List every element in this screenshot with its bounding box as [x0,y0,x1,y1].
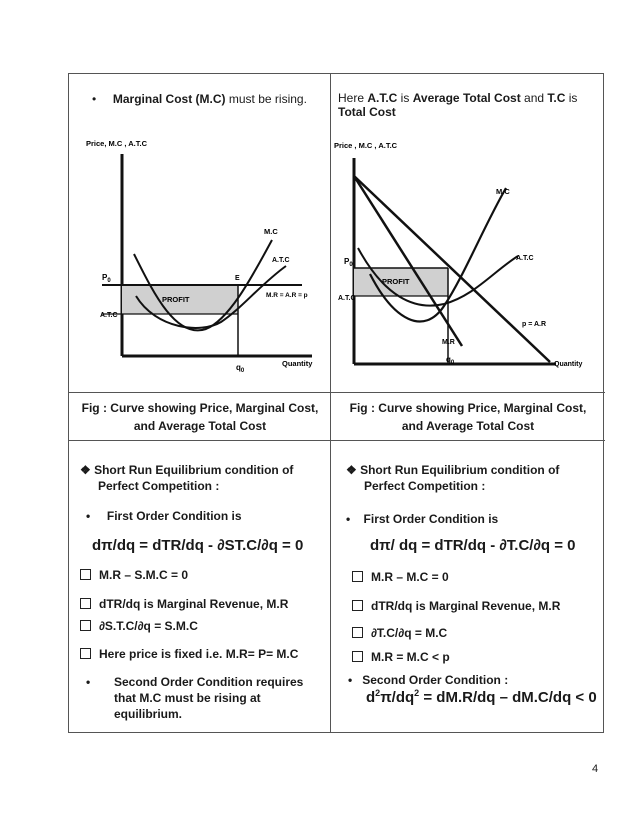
right-mr-label: M.R [442,339,455,346]
right-condition-3: ∂T.C/∂q = M.C [352,625,447,641]
right-par-label: p = A.R [522,321,547,328]
left-atc-axis-label: A.T.C [100,312,118,319]
left-mc-label: M.C [264,227,278,236]
left-x-axis-label: Quantity [282,359,313,368]
right-q0-label: q [446,355,451,364]
right-p0-label: P [344,257,350,266]
left-condition-1: M.R – S.M.C = 0 [80,567,188,583]
right-cost-graph [334,136,590,378]
left-e-label: E [235,275,240,282]
left-heading-line2: Perfect Competition : [98,479,220,493]
checkbox-icon [352,600,363,611]
left-condition-2: dTR/dq is Marginal Revenue, M.R [80,596,288,612]
left-cost-graph [76,134,326,380]
left-q0-label: q [236,363,241,372]
left-mr-label: M.R = A.R = p [266,292,308,299]
checkbox-icon [80,620,91,631]
right-foc-equation: dπ/ dq = dTR/dq - ∂T.C/∂q = 0 [370,537,576,554]
left-figure-caption: Fig : Curve showing Price, Marginal Cost, and Average Total Cost [81,401,319,433]
checkbox-icon [352,627,363,638]
right-profit-label: PROFIT [382,277,410,286]
left-condition-3: ∂S.T.C/∂q = S.M.C [80,618,198,634]
row-divider-1 [68,392,605,393]
svg-text:P0: $P_0$ [102,273,111,284]
right-figure-caption: Fig : Curve showing Price, Marginal Cost, and Average Total Cost [349,401,587,433]
right-soc-equation: $d^2\pi/dq^2 = dM.R/dq - dM.C/dq < 0$ [366,688,597,706]
svg-text:q0: $q_0$ [446,355,455,366]
svg-text:P0: $P_0$ [344,257,353,268]
left-y-axis-label: Price, M.C , A.T.C [86,139,147,148]
left-condition-4: Here price is fixed i.e. M.R= P= M.C [80,646,298,662]
right-condition-2: dTR/dq is Marginal Revenue, M.R [352,598,560,614]
column-divider [330,73,331,733]
right-soc-label: • Second Order Condition : [348,673,509,687]
checkbox-icon [80,569,91,580]
right-x-axis-label: Quantity [554,361,583,368]
left-atc-curve-label: A.T.C [272,257,290,264]
right-atc-axis-label: A.T.C [338,295,356,302]
checkbox-icon [352,651,363,662]
right-heading-line1: ❖ Short Run Equilibrium condition of [346,463,560,477]
left-profit-label: PROFIT [162,295,190,304]
right-y-axis-label: Price , M.C , A.T.C [334,141,398,150]
right-condition-1: M.R – M.C = 0 [352,569,449,585]
right-mc-label: M.C [496,187,510,196]
mc-rising-note: • Marginal Cost (M.C) must be rising. [92,92,307,106]
left-soc: • Second Order Condition requires that M.C must be rising at equilibrium. [86,675,304,721]
checkbox-icon [80,598,91,609]
atc-definition-note: Here A.T.C is Average Total Cost and T.C is Total Cost [338,91,578,119]
checkbox-icon [352,571,363,582]
right-heading-line2: Perfect Competition : [364,479,486,493]
right-atc-curve-label: A.T.C [516,255,534,262]
left-heading-line1: ❖ Short Run Equilibrium condition of [80,463,294,477]
left-foc-label: • First Order Condition is [86,509,242,523]
page-number: 4 [592,763,599,775]
row-divider-2 [68,440,605,441]
left-foc-equation: dπ/dq = dTR/dq - ∂ST.C/∂q = 0 [92,537,304,554]
left-p0-label: P [102,273,108,282]
checkbox-icon [80,648,91,659]
svg-text:q0: $q_0$ [236,363,245,374]
right-condition-4: M.R = M.C < p [352,649,450,665]
right-foc-label: • First Order Condition is [346,512,499,526]
